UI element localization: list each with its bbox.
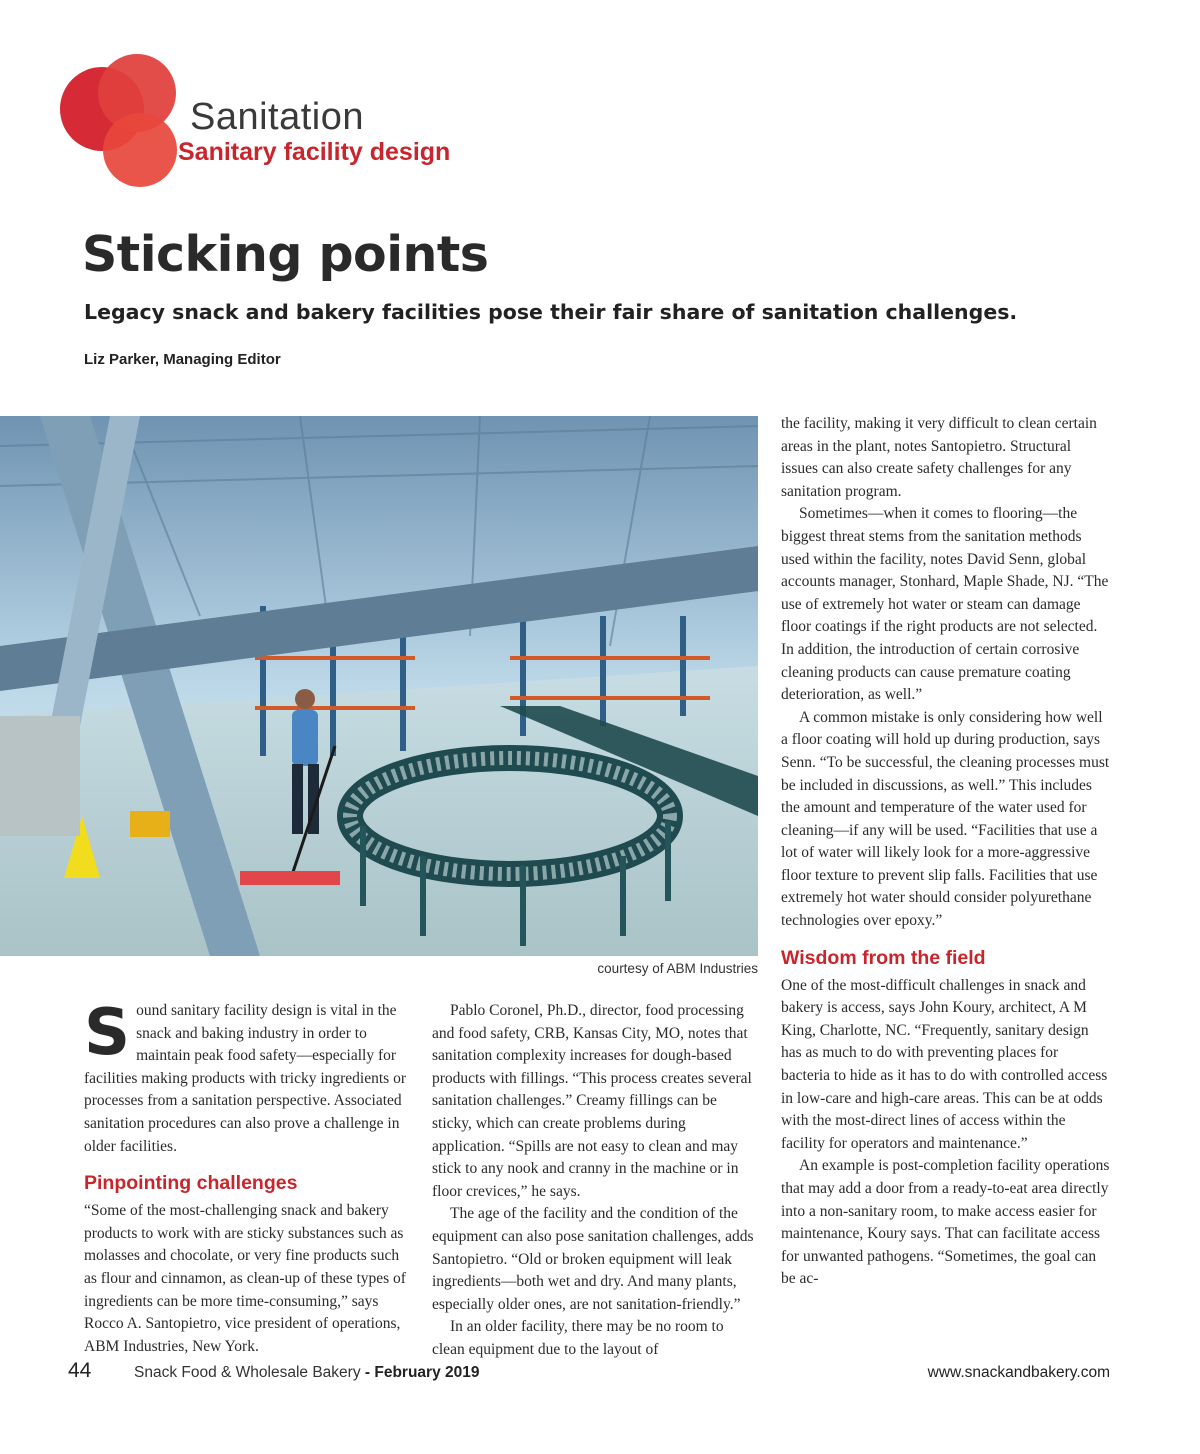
page-number: 44: [68, 1359, 92, 1382]
article-byline: Liz Parker, Managing Editor: [84, 351, 281, 368]
article-photo: [0, 416, 758, 956]
body-paragraph: the facility, making it very difficult to clean certain areas in the plant, notes Santopietro. Structural issues can also create safety challenges for any sanitation program.: [781, 415, 1097, 500]
article-column-3: [781, 413, 1111, 1291]
article-column-2: [432, 1000, 760, 1362]
section-title: Sanitation: [190, 96, 365, 138]
section-logo-circles: [58, 52, 188, 188]
article-headline: Sticking points: [82, 226, 489, 283]
body-paragraph: The age of the facility and the condition of the equipment can also pose sanitation challenges, adds Santopietro. “Old or broken equipment will leak ingredients—both wet and dry. And many plants, especially older ones, are not sanitation-friendly.”: [432, 1205, 754, 1313]
publication-line: [134, 1364, 480, 1382]
website-link[interactable]: www.snackandbakery.com: [927, 1364, 1110, 1381]
subhead-pinpointing: Pinpointing challenges: [84, 1172, 298, 1195]
photo-caption: courtesy of ABM Industries: [597, 961, 758, 976]
subhead-wisdom: Wisdom from the field: [781, 946, 986, 969]
body-paragraph: A common mistake is only considering how well a floor coating will hold up during production, says Senn. “To be successful, the cleaning processes must be included in discussions, as well.” This includes the amount and temperature of the water used for cleaning—if any will be used. “Facilities that use a lot of water will likely look for a more-aggressive floor texture to prevent slip falls. Facilities that use extremely hot water should consider polyurethane technologies over epoxy.”: [781, 708, 1110, 930]
body-paragraph: In an older facility, there may be no room to clean equipment due to the layout of: [432, 1318, 724, 1358]
intro-paragraph: [84, 996, 409, 1158]
article-column-1: [84, 996, 409, 1358]
body-paragraph: An example is post-completion facility operations that may add a door from a ready-to-eat area directly into a non-sanitary room, to make access easier for maintenance, Koury says. That can facilitate access for unwanted pathogens. “Sometimes, the goal can be ac-: [781, 1157, 1110, 1288]
issue-date: - February 2019: [360, 1364, 480, 1381]
drop-cap: S: [84, 996, 131, 1070]
body-paragraph: One of the most-difficult challenges in snack and bakery is access, says John Koury, architect, A M King, Charlotte, NC. “Frequently, sanitary design has as much to do with preventing places for bacteria to hide as it has to do with controlled access in low-care and high-care areas. This can be at odds with the most-direct lines of access within the facility for operators and maintenance.”: [781, 976, 1108, 1152]
article-deck: Legacy snack and bakery facilities pose their fair share of sanitation challenges.: [84, 300, 1018, 324]
body-paragraph: Sometimes—when it comes to flooring—the biggest threat stems from the sanitation methods used within the facility, notes David Senn, global accounts manager, Stonhard, Maple Shade, NJ. “The use of extremely hot water or steam can damage floor coatings if the right products are not selected. In addition, the introduction of certain corrosive cleaning products can cause premature coating deterioration, as well.”: [781, 505, 1109, 704]
intro-text: ound sanitary facility design is vital in the snack and baking industry in order to maintain peak food safety—especially for facilities making products with tricky ingredients or processes from a sanitation perspective. Associated sanitation procedures can also prove a challenge in older facilities.: [84, 1002, 406, 1155]
body-paragraph: Pablo Coronel, Ph.D., director, food processing and food safety, CRB, Kansas City, MO, notes that sanitation complexity increases for dough-based products with fillings. “This process creates several sanitation challenges.” Creamy fillings can be sticky, which can create problems during application. “Spills are not easy to clean and may stick to any nook and cranny in the machine or in floor crevices,” he says.: [432, 1002, 752, 1200]
section-subtitle: Sanitary facility design: [178, 138, 451, 166]
body-paragraph: “Some of the most-challenging snack and bakery products to work with are sticky substances such as molasses and chocolate, or very fine products such as flour and cinnamon, as clean-up of these types of ingredients can be more time-consuming,” says Rocco A. Santopietro, vice president of operations, ABM Industries, New York.: [84, 1202, 406, 1355]
warehouse-conveyor-photo-icon: [0, 416, 758, 956]
publication-name: Snack Food & Wholesale Bakery: [134, 1364, 361, 1381]
